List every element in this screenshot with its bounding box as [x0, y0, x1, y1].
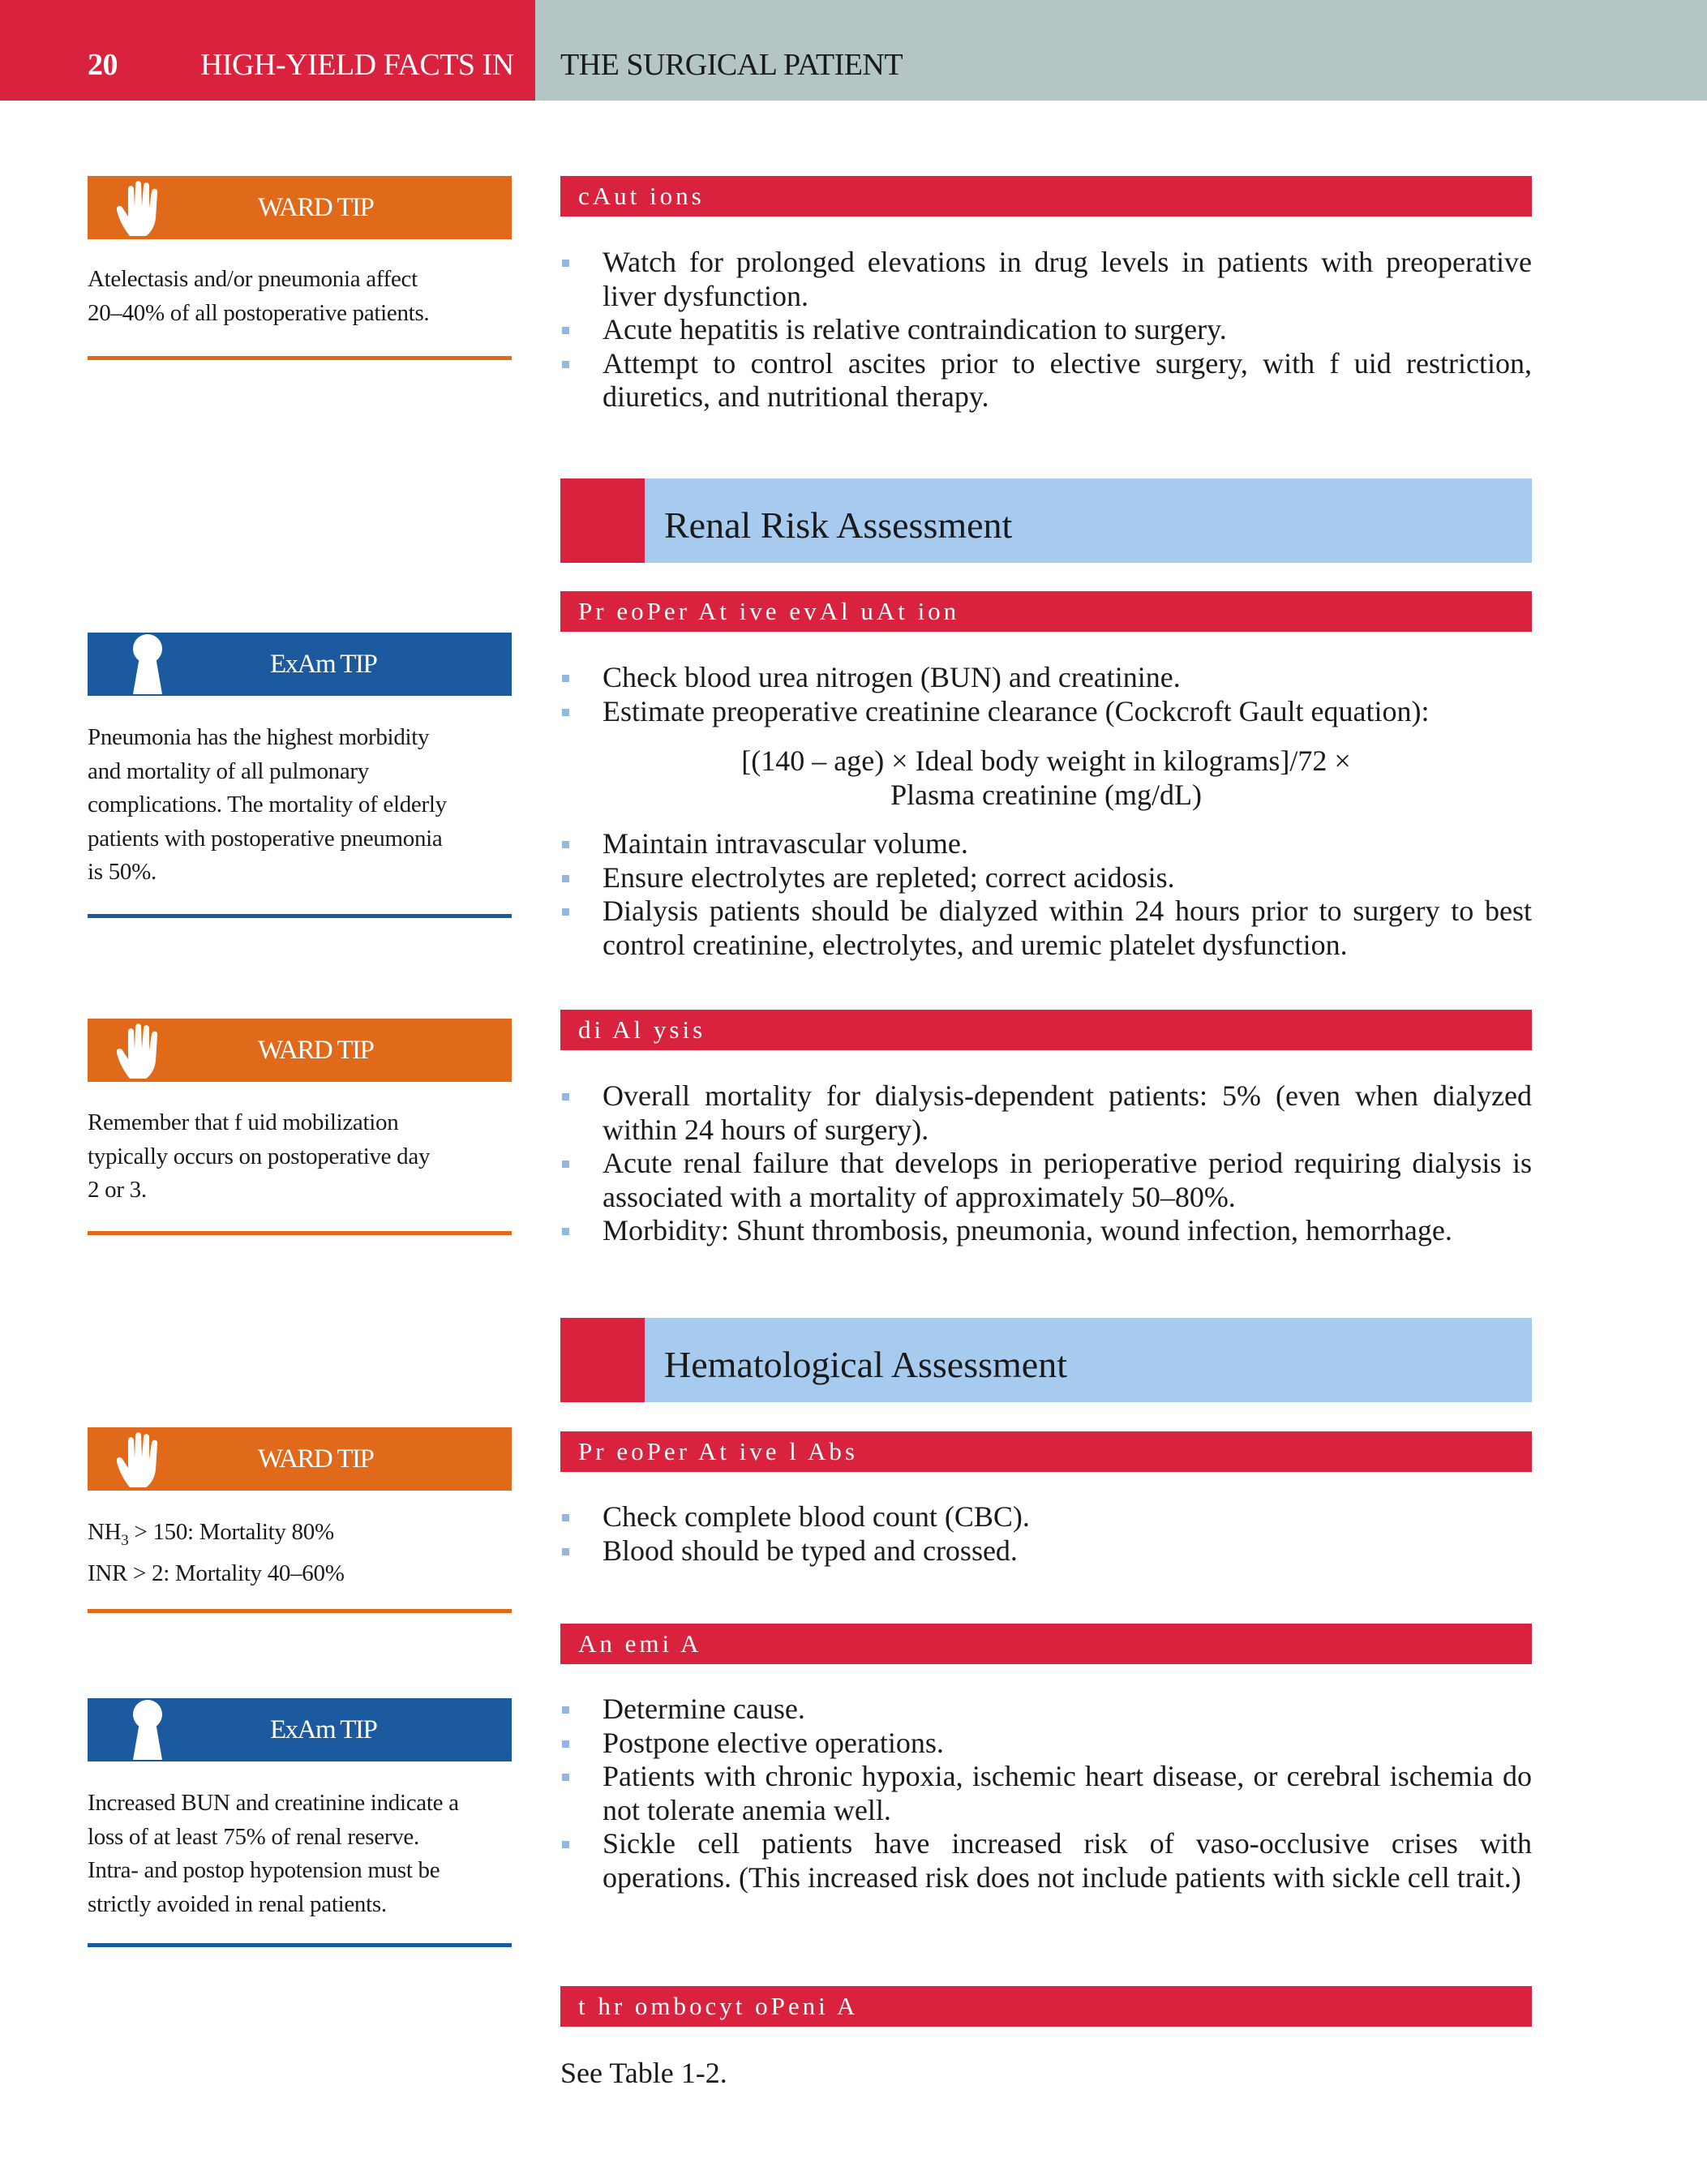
list-item: Attempt to control ascites prior to elective surgery, with f uid restriction, diuretics, and nutritional therapy. [560, 347, 1532, 414]
bullet-icon [562, 709, 569, 716]
tip-text-line: Pneumonia has the highest morbidity [88, 724, 430, 750]
anemia-subhead [560, 1624, 1532, 1664]
dialysis-subhead [560, 1010, 1532, 1050]
keyhole-icon [112, 634, 177, 694]
preop-labs-subhead [560, 1431, 1532, 1472]
nh3-subscript: 3 [121, 1531, 129, 1549]
preop-labs-list [560, 1500, 1532, 1568]
list-item: Determine cause. [560, 1693, 1532, 1727]
list-item: Maintain intravascular volume. [560, 827, 1532, 861]
tip-text [88, 1787, 512, 1921]
section-heading [560, 478, 1532, 563]
exam-tip-header [88, 633, 512, 696]
list-item: Estimate preoperative creatinine clearance (Cockcroft Gault equation): [560, 695, 1532, 729]
bullet-icon [562, 1161, 569, 1168]
bullet-icon [562, 1706, 569, 1714]
bullet-icon [562, 1841, 569, 1848]
tip-text-line: typically occurs on postoperative day [88, 1143, 431, 1169]
bullet-icon [562, 1774, 569, 1781]
tip-text-line: strictly avoided in renal patients. [88, 1890, 387, 1917]
bullet-icon [562, 1093, 569, 1101]
subhead-label: t hr ombocyt oPeni A [578, 1992, 859, 2020]
chapter-title: THE SURGICAL PATIENT [560, 48, 903, 82]
list-item: Overall mortality for dialysis-dependent patients: 5% (even when dialyzed within 24 hours of surgery). [560, 1079, 1532, 1147]
nh3-text: NH [88, 1519, 122, 1545]
tip-divider [88, 1943, 512, 1947]
bullet-icon [562, 1514, 569, 1521]
tip-text [88, 1106, 512, 1208]
tip-label: WARD TIP [258, 193, 374, 222]
formula-line: [(140 – age) × Ideal body weight in kilograms]/72 × [741, 744, 1351, 777]
tip-label: ExAm TIP [270, 650, 377, 679]
table-reference: See Table 1-2. [560, 2057, 727, 2089]
section-marker [560, 1318, 645, 1402]
list-item: Check complete blood count (CBC). [560, 1500, 1532, 1534]
tip-text-line: loss of at least 75% of renal reserve. [88, 1823, 419, 1850]
tip-text [88, 1516, 512, 1591]
subhead-label: Pr eoPer At ive evAl uAt ion [578, 597, 960, 625]
nh3-value: > 150: Mortality 80% [128, 1519, 334, 1545]
tip-text-line: is 50%. [88, 859, 157, 885]
hand-icon [112, 1429, 177, 1489]
tip-divider [88, 914, 512, 918]
bullet-icon [562, 875, 569, 882]
anemia-list [560, 1693, 1532, 1894]
tip-text-line: Remember that f uid mobilization [88, 1109, 399, 1135]
section-marker [560, 478, 645, 563]
dialysis-list [560, 1079, 1532, 1248]
exam-tip-header [88, 1698, 512, 1761]
tip-text [88, 721, 512, 890]
preop-evaluation-subhead [560, 591, 1532, 632]
list-item: Ensure electrolytes are repleted; correct acidosis. [560, 861, 1532, 895]
formula-line: Plasma creatinine (mg/dL) [890, 779, 1202, 811]
section-title: Hematological Assessment [664, 1344, 1067, 1385]
tip-label: ExAm TIP [270, 1715, 377, 1744]
list-item: Dialysis patients should be dialyzed within 24 hours prior to surgery to best control creatinine, electrolytes, and uremic platelet dysfunction. [560, 895, 1532, 962]
list-item: Watch for prolonged elevations in drug levels in patients with preoperative liver dysfunction. [560, 246, 1532, 313]
tip-text-line: 20–40% of all postoperative patients. [88, 299, 430, 326]
bullet-icon [562, 260, 569, 267]
preop-evaluation-list-2 [560, 827, 1532, 962]
preop-evaluation-list [560, 661, 1532, 728]
tip-text-line: complications. The mortality of elderly [88, 792, 447, 817]
tip-text [88, 263, 512, 330]
tip-text-line: 2 or 3. [88, 1177, 147, 1203]
tip-text-line: and mortality of all pulmonary [88, 757, 369, 784]
cockcroft-gault-formula [560, 744, 1532, 812]
subhead-label: di Al ysis [578, 1015, 706, 1044]
cautions-subhead [560, 176, 1532, 217]
list-item: Patients with chronic hypoxia, ischemic heart disease, or cerebral ischemia do not tolerate anemia well. [560, 1760, 1532, 1827]
bullet-icon [562, 327, 569, 334]
ward-tip-header [88, 1019, 512, 1082]
bullet-icon [562, 1740, 569, 1748]
tip-text-line: Atelectasis and/or pneumonia affect [88, 266, 418, 292]
hand-icon [112, 1020, 177, 1080]
list-item: Morbidity: Shunt thrombosis, pneumonia, wound infection, hemorrhage. [560, 1214, 1532, 1248]
subhead-label: Pr eoPer At ive l Abs [578, 1437, 858, 1465]
list-item: Check blood urea nitrogen (BUN) and creatinine. [560, 661, 1532, 695]
tip-text-line: Increased BUN and creatinine indicate a [88, 1790, 459, 1816]
list-item: Sickle cell patients have increased risk of vaso-occlusive crises with operations. (This increased risk does not include patients with sickle cell trait.) [560, 1827, 1532, 1894]
tip-text-line: Intra- and postop hypotension must be [88, 1857, 440, 1883]
tip-label: WARD TIP [258, 1444, 374, 1474]
tip-divider [88, 356, 512, 360]
cautions-list [560, 246, 1532, 414]
tip-text-line: patients with postoperative pneumonia [88, 825, 443, 852]
list-item: Acute renal failure that develops in perioperative period requiring dialysis is associated with a mortality of approximately 50–80%. [560, 1147, 1532, 1214]
tip-label: WARD TIP [258, 1036, 374, 1065]
book-title: HIGH-YIELD FACTS IN [200, 48, 514, 82]
tip-divider [88, 1231, 512, 1235]
section-title: Renal Risk Assessment [664, 504, 1013, 546]
list-item: Acute hepatitis is relative contraindication to surgery. [560, 313, 1532, 347]
bullet-icon [562, 841, 569, 848]
subhead-label: cAut ions [578, 182, 705, 210]
ward-tip-header [88, 1427, 512, 1491]
list-item: Blood should be typed and crossed. [560, 1534, 1532, 1568]
ward-tip-header [88, 176, 512, 239]
bullet-icon [562, 1548, 569, 1555]
bullet-icon [562, 361, 569, 368]
thrombocytopenia-subhead [560, 1986, 1532, 2027]
tip-text-line: INR > 2: Mortality 40–60% [88, 1560, 345, 1587]
tip-divider [88, 1609, 512, 1613]
tip-text-line [88, 1516, 512, 1557]
keyhole-icon [112, 1700, 177, 1760]
page-number: 20 [88, 48, 118, 82]
bullet-icon [562, 1228, 569, 1235]
hand-icon [112, 178, 177, 238]
list-item: Postpone elective operations. [560, 1727, 1532, 1761]
section-heading [560, 1318, 1532, 1402]
bullet-icon [562, 675, 569, 682]
subhead-label: An emi A [578, 1629, 702, 1658]
bullet-icon [562, 908, 569, 916]
